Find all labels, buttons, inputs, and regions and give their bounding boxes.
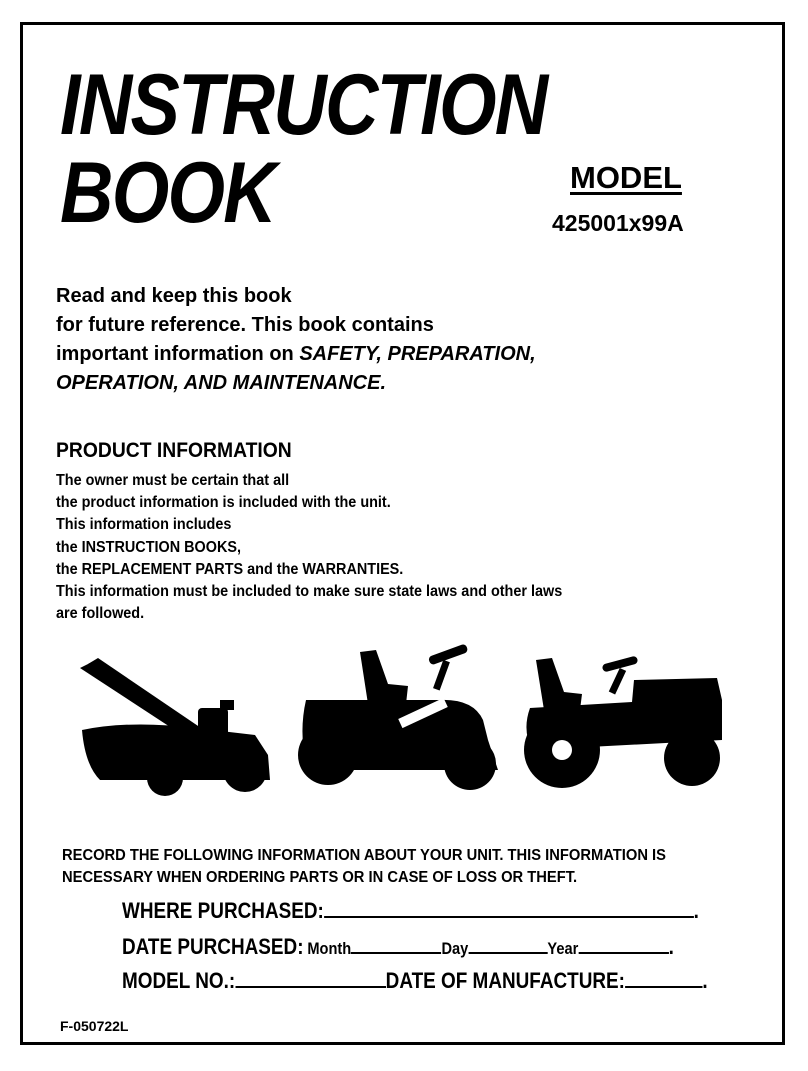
equipment-illustrations [70,640,730,800]
where-purchased-row [122,898,699,924]
date-purchased-label: DATE PURCHASED: [122,934,304,959]
product-info-heading: PRODUCT INFORMATION [56,439,292,462]
product-info-line: the REPLACEMENT PARTS and the WARRANTIES. [56,560,404,578]
model-no-label: MODEL NO.: [122,968,236,993]
model-no-field[interactable] [235,968,386,988]
line-end-mark: . [702,968,708,993]
title-line-2: BOOK [60,145,275,241]
product-info-line: The owner must be certain that all [56,472,290,489]
where-purchased-field[interactable] [324,898,694,918]
intro-paragraph [56,282,616,398]
where-purchased-label: WHERE PURCHASED: [122,898,324,923]
record-line: RECORD THE FOLLOWING INFORMATION ABOUT YOUR UNIT. THIS INFORMATION IS [62,847,666,864]
title-line-1: INSTRUCTION [60,57,547,153]
year-field[interactable] [578,934,668,954]
intro-line [56,340,616,369]
product-info-line: the INSTRUCTION BOOKS, [56,538,241,556]
product-info-line: the product information is included with the unit. [56,494,391,512]
form-code: F-050722L [60,1018,129,1034]
year-label: Year [547,939,579,958]
intro-line [56,369,616,398]
day-field[interactable] [468,934,547,954]
model-manufacture-row [122,968,708,994]
intro-line: for future reference. This book contains [56,314,434,336]
intro-line: Read and keep this book [56,285,292,307]
date-of-manufacture-label: DATE OF MANUFACTURE: [385,968,625,993]
month-label: Month [307,939,352,958]
lawn-mower-icon [80,656,270,796]
riding-tractor-icon [298,643,498,790]
record-instructions [62,845,727,889]
product-info-text [56,470,651,625]
line-end-mark: . [668,934,674,959]
date-of-manufacture-field[interactable] [625,968,702,988]
line-end-mark: . [693,898,699,923]
date-purchased-row [122,934,674,960]
intro-text: important information on [56,343,300,365]
product-info-line: This information includes [56,516,232,534]
product-info-line: This information must be included to make sure state laws and other laws [56,583,563,601]
record-line: NECESSARY WHEN ORDERING PARTS OR IN CASE OF LOSS OR THEFT. [62,869,578,886]
model-number: 425001x99A [552,210,684,236]
garden-tractor-icon [524,655,722,788]
intro-emphasis: OPERATION, AND MAINTENANCE. [56,372,386,394]
intro-emphasis: SAFETY, PREPARATION, [299,343,536,365]
model-label: MODEL [570,160,682,195]
day-label: Day [441,939,469,958]
month-field[interactable] [351,934,441,954]
product-info-line: are followed. [56,605,145,623]
